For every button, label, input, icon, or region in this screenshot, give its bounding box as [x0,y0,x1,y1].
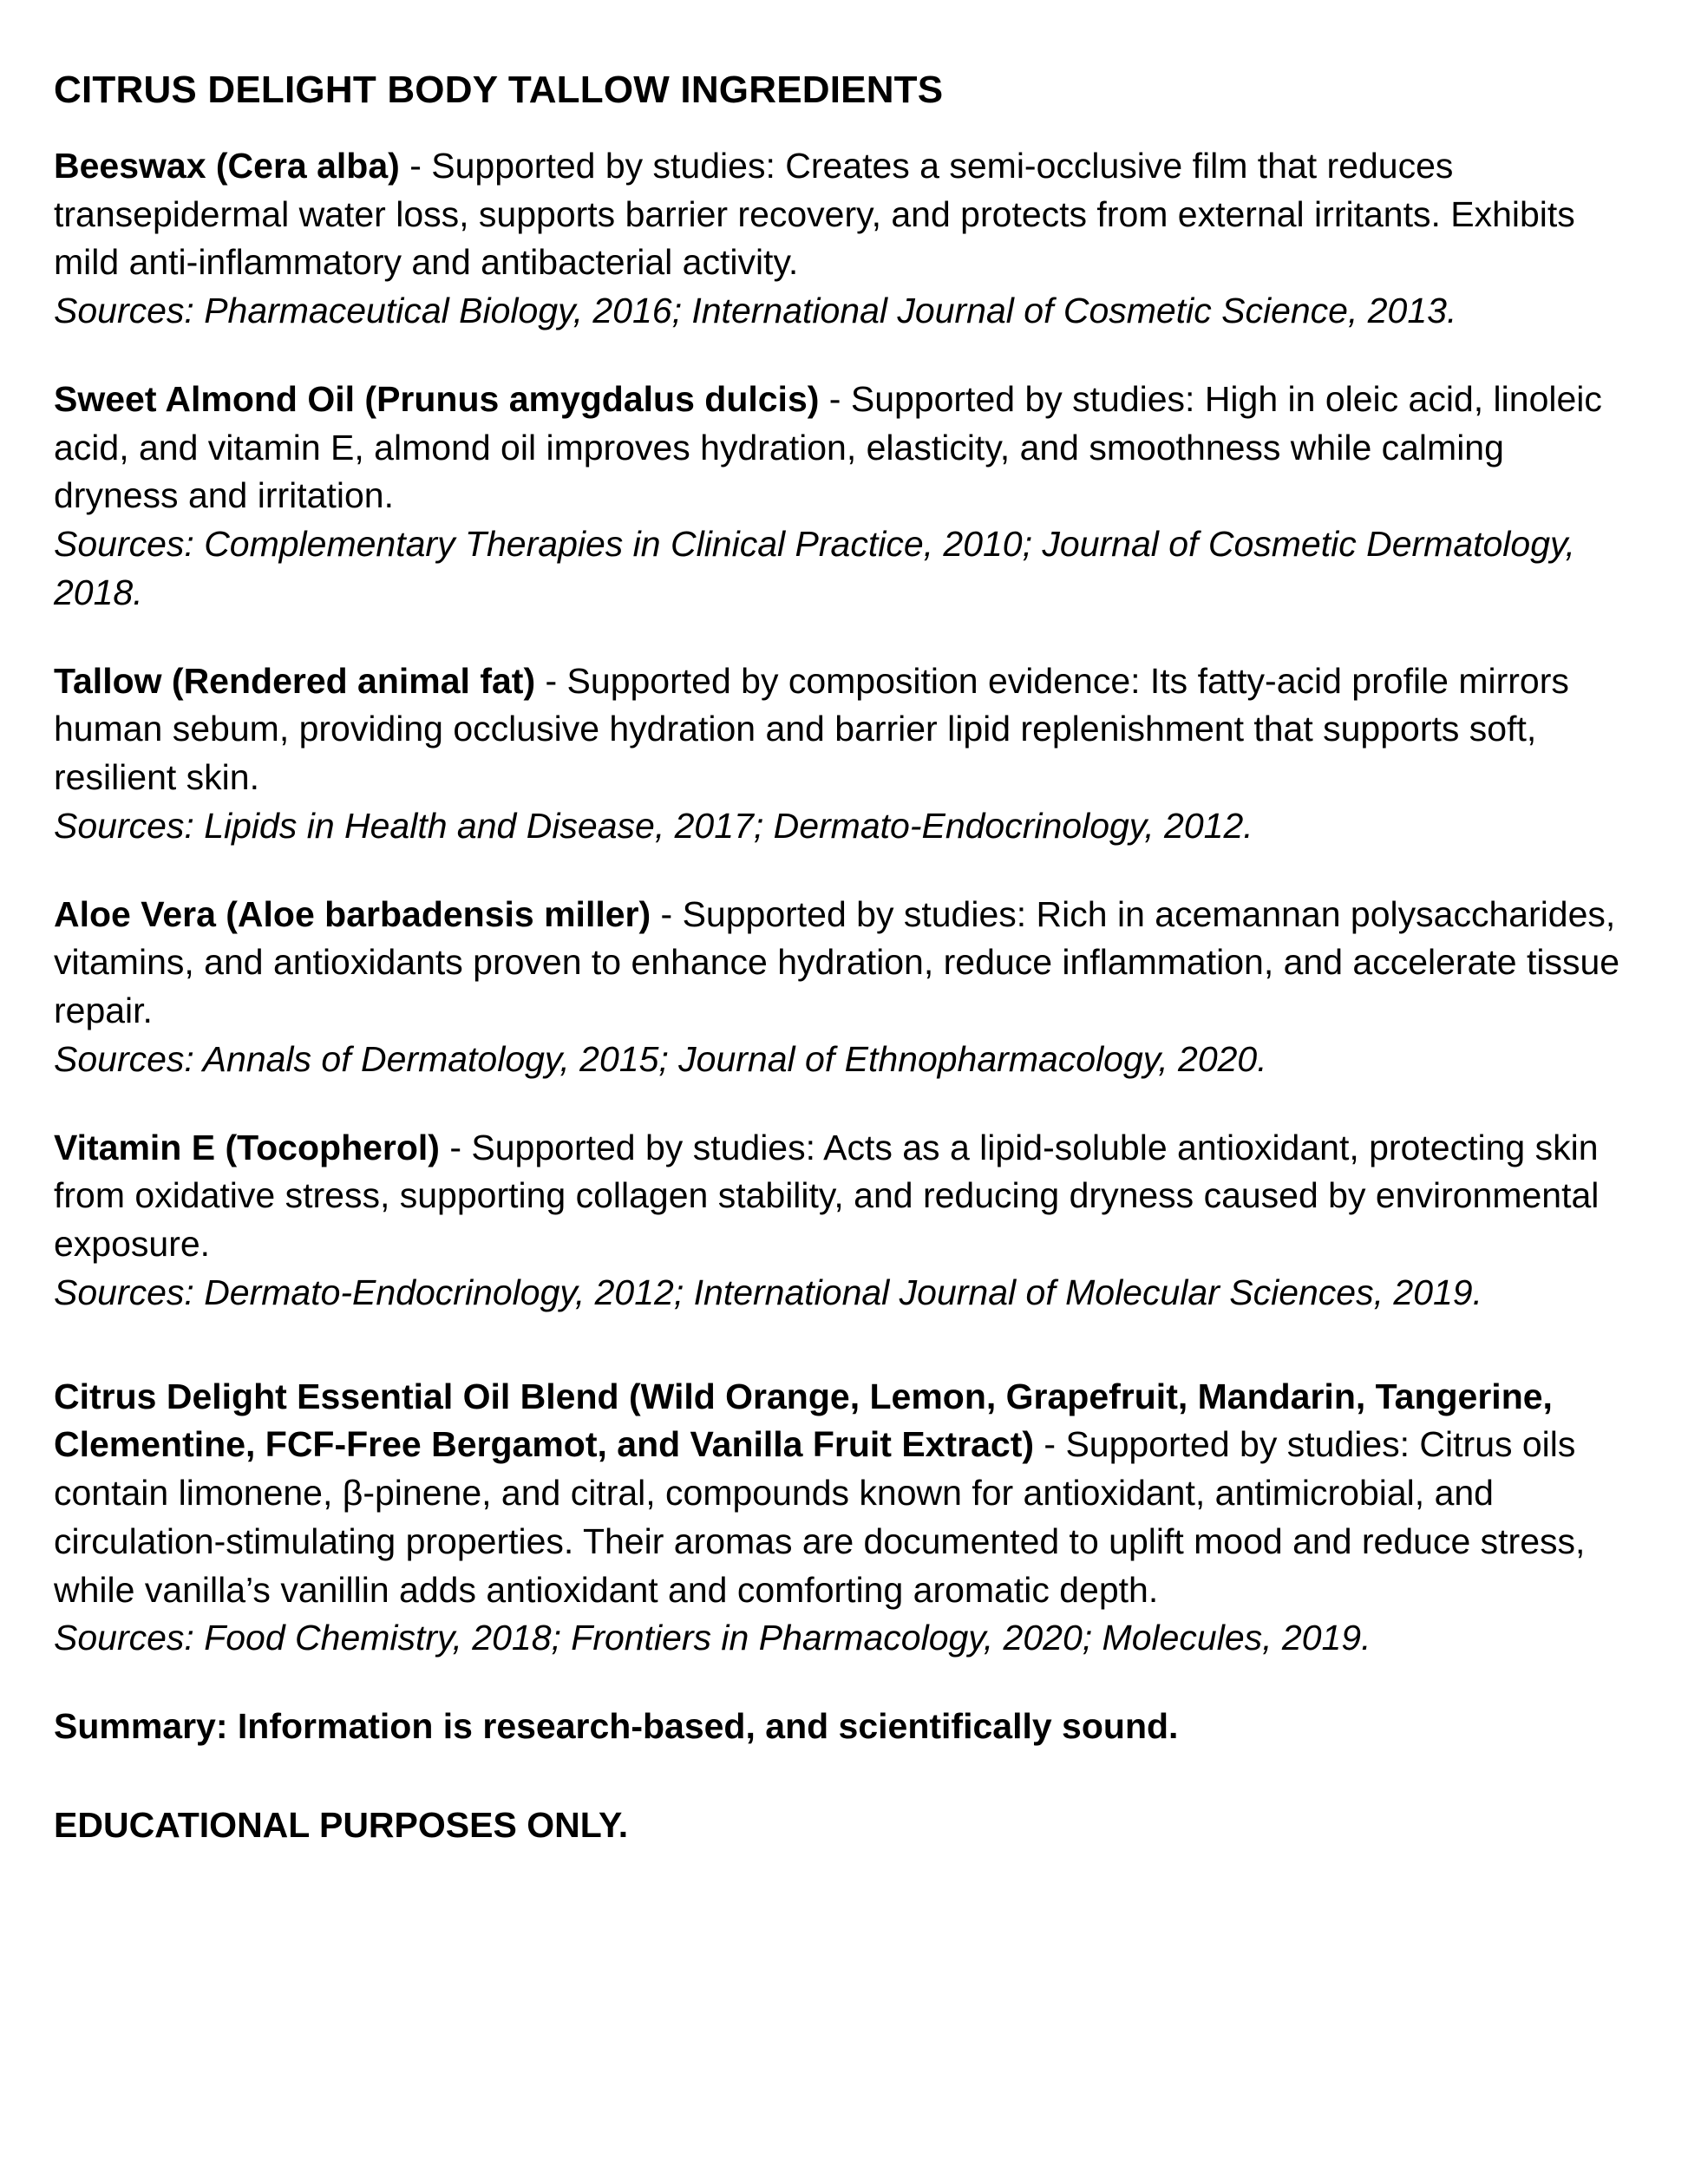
ingredient-text [54,142,1634,287]
ingredient-name: Beeswax (Cera alba) [54,145,400,186]
ingredient-entry-tallow [54,657,1634,851]
ingredient-description: - Supported by composition evidence: Its fatty-acid profile mirrors human sebum, providing occlusive hydration and barrier lipid replenishment that supports soft, resilient skin. [54,660,1569,798]
ingredient-name: Vitamin E (Tocopherol) [54,1127,440,1167]
ingredient-name: Sweet Almond Oil (Prunus amygdalus dulcis) [54,378,820,419]
ingredient-description: - Supported by studies: Creates a semi-occlusive film that reduces transepidermal water loss, supports barrier recovery, and protects from external irritants. Exhibits mild anti-inflammatory and antibacterial activity. [54,145,1575,283]
ingredient-entry-aloe-vera [54,891,1634,1084]
ingredient-text [54,1373,1634,1615]
ingredient-entry-citrus-delight-blend [54,1373,1634,1664]
ingredient-sources: Sources: Annals of Dermatology, 2015; Journal of Ethnopharmacology, 2020. [54,1038,1267,1079]
ingredient-entry-sweet-almond-oil [54,376,1634,618]
ingredient-entry-beeswax [54,142,1634,336]
ingredient-text [54,376,1634,520]
ingredient-name: Aloe Vera (Aloe barbadensis miller) [54,893,651,934]
page-title: CITRUS DELIGHT BODY TALLOW INGREDIENTS [54,69,944,111]
ingredient-name: Tallow (Rendered animal fat) [54,660,536,701]
ingredient-sources: Sources: Lipids in Health and Disease, 2017; Dermato-Endocrinology, 2012. [54,805,1253,846]
disclaimer-statement: EDUCATIONAL PURPOSES ONLY. [54,1804,629,1845]
ingredient-text [54,657,1634,802]
ingredient-text [54,1124,1634,1269]
summary-statement: Summary: Information is research-based, and scientifically sound. [54,1706,1179,1747]
ingredient-sources: Sources: Complementary Therapies in Clinical Practice, 2010; Journal of Cosmetic Dermatology, 2018. [54,524,1575,612]
ingredient-entry-vitamin-e [54,1124,1634,1318]
ingredient-description: - Supported by studies: Citrus oils contain limonene, β-pinene, and citral, compounds known for antioxidant, antimicrobial, and circulation-stimulating properties. Their aromas are documented to uplift mood and reduce stress, while vanilla’s vanillin adds antioxidant and comforting aromatic depth. [54,1424,1586,1610]
ingredient-sources: Sources: Pharmaceutical Biology, 2016; International Journal of Cosmetic Science, 2013. [54,291,1457,331]
ingredient-description: - Supported by studies: High in oleic acid, linoleic acid, and vitamin E, almond oil improves hydration, elasticity, and smoothness while calming dryness and irritation. [54,378,1602,516]
ingredient-sources: Sources: Food Chemistry, 2018; Frontiers in Pharmacology, 2020; Molecules, 2019. [54,1618,1371,1658]
ingredient-description: - Supported by studies: Acts as a lipid-soluble antioxidant, protecting skin from oxidative stress, supporting collagen stability, and reducing dryness caused by environmental exposure. [54,1127,1600,1265]
ingredient-name: Citrus Delight Essential Oil Blend (Wild Orange, Lemon, Grapefruit, Mandarin, Tangerine, Clementine, FCF-Free Bergamot, and Vanilla Fruit Extract) [54,1376,1553,1465]
ingredient-description: - Supported by studies: Rich in acemannan polysaccharides, vitamins, and antioxidants proven to enhance hydration, reduce inflammation, and accelerate tissue repair. [54,893,1620,1031]
ingredient-text [54,891,1634,1036]
ingredient-sources: Sources: Dermato-Endocrinology, 2012; International Journal of Molecular Sciences, 2019. [54,1272,1482,1312]
